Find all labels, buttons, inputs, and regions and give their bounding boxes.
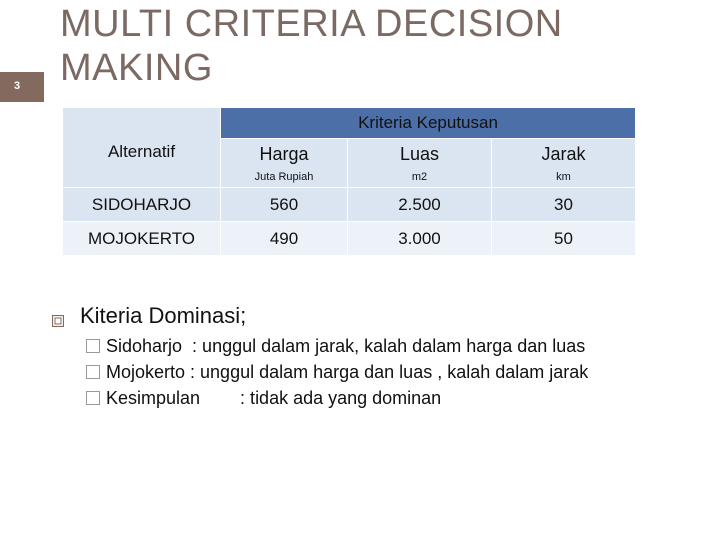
page-title bbox=[60, 2, 563, 90]
criterion-unit: m2 bbox=[411, 170, 428, 183]
list-item bbox=[86, 388, 441, 409]
criterion-jarak bbox=[492, 139, 636, 188]
row-jarak: 30 bbox=[492, 188, 636, 222]
criteria-table bbox=[62, 107, 636, 256]
checkbox-bullet-icon bbox=[86, 391, 100, 405]
list-item-text: Kesimpulan : tidak ada yang dominan bbox=[106, 388, 442, 408]
row-harga: 490 bbox=[221, 222, 348, 256]
alternatif-header: Alternatif bbox=[63, 108, 221, 188]
row-alternative: SIDOHARJO bbox=[63, 188, 221, 222]
row-jarak: 50 bbox=[492, 222, 636, 256]
criterion-luas bbox=[348, 139, 492, 188]
title-line-2: MAKING bbox=[60, 47, 213, 89]
table-row bbox=[63, 222, 636, 256]
checkbox-bullet-icon bbox=[86, 365, 100, 379]
criterion-unit: Juta Rupiah bbox=[254, 170, 314, 183]
checkbox-bullet-icon bbox=[86, 339, 100, 353]
criterion-name: Luas bbox=[399, 143, 440, 164]
title-line-1: MULTI CRITERIA DECISION bbox=[60, 3, 563, 45]
slide-number-box bbox=[0, 72, 44, 102]
list-item bbox=[86, 362, 588, 383]
row-harga: 560 bbox=[221, 188, 348, 222]
square-bullet-icon bbox=[52, 315, 64, 327]
main-bullet-text: Kiteria Dominasi; bbox=[80, 303, 247, 328]
row-luas: 2.500 bbox=[348, 188, 492, 222]
slide-number: 3 bbox=[14, 80, 21, 92]
list-item-text: Mojokerto : unggul dalam harga dan luas , kalah dalam jarak bbox=[106, 362, 589, 382]
row-luas: 3.000 bbox=[348, 222, 492, 256]
list-item bbox=[86, 336, 585, 357]
row-alternative: MOJOKERTO bbox=[63, 222, 221, 256]
criterion-name: Harga bbox=[259, 143, 309, 164]
criterion-name: Jarak bbox=[541, 143, 586, 164]
criterion-harga bbox=[221, 139, 348, 188]
kriteria-header: Kriteria Keputusan bbox=[221, 108, 636, 139]
table-row bbox=[63, 188, 636, 222]
list-item-text: Sidoharjo : unggul dalam jarak, kalah dalam harga dan luas bbox=[106, 336, 586, 356]
criterion-unit: km bbox=[556, 170, 571, 183]
